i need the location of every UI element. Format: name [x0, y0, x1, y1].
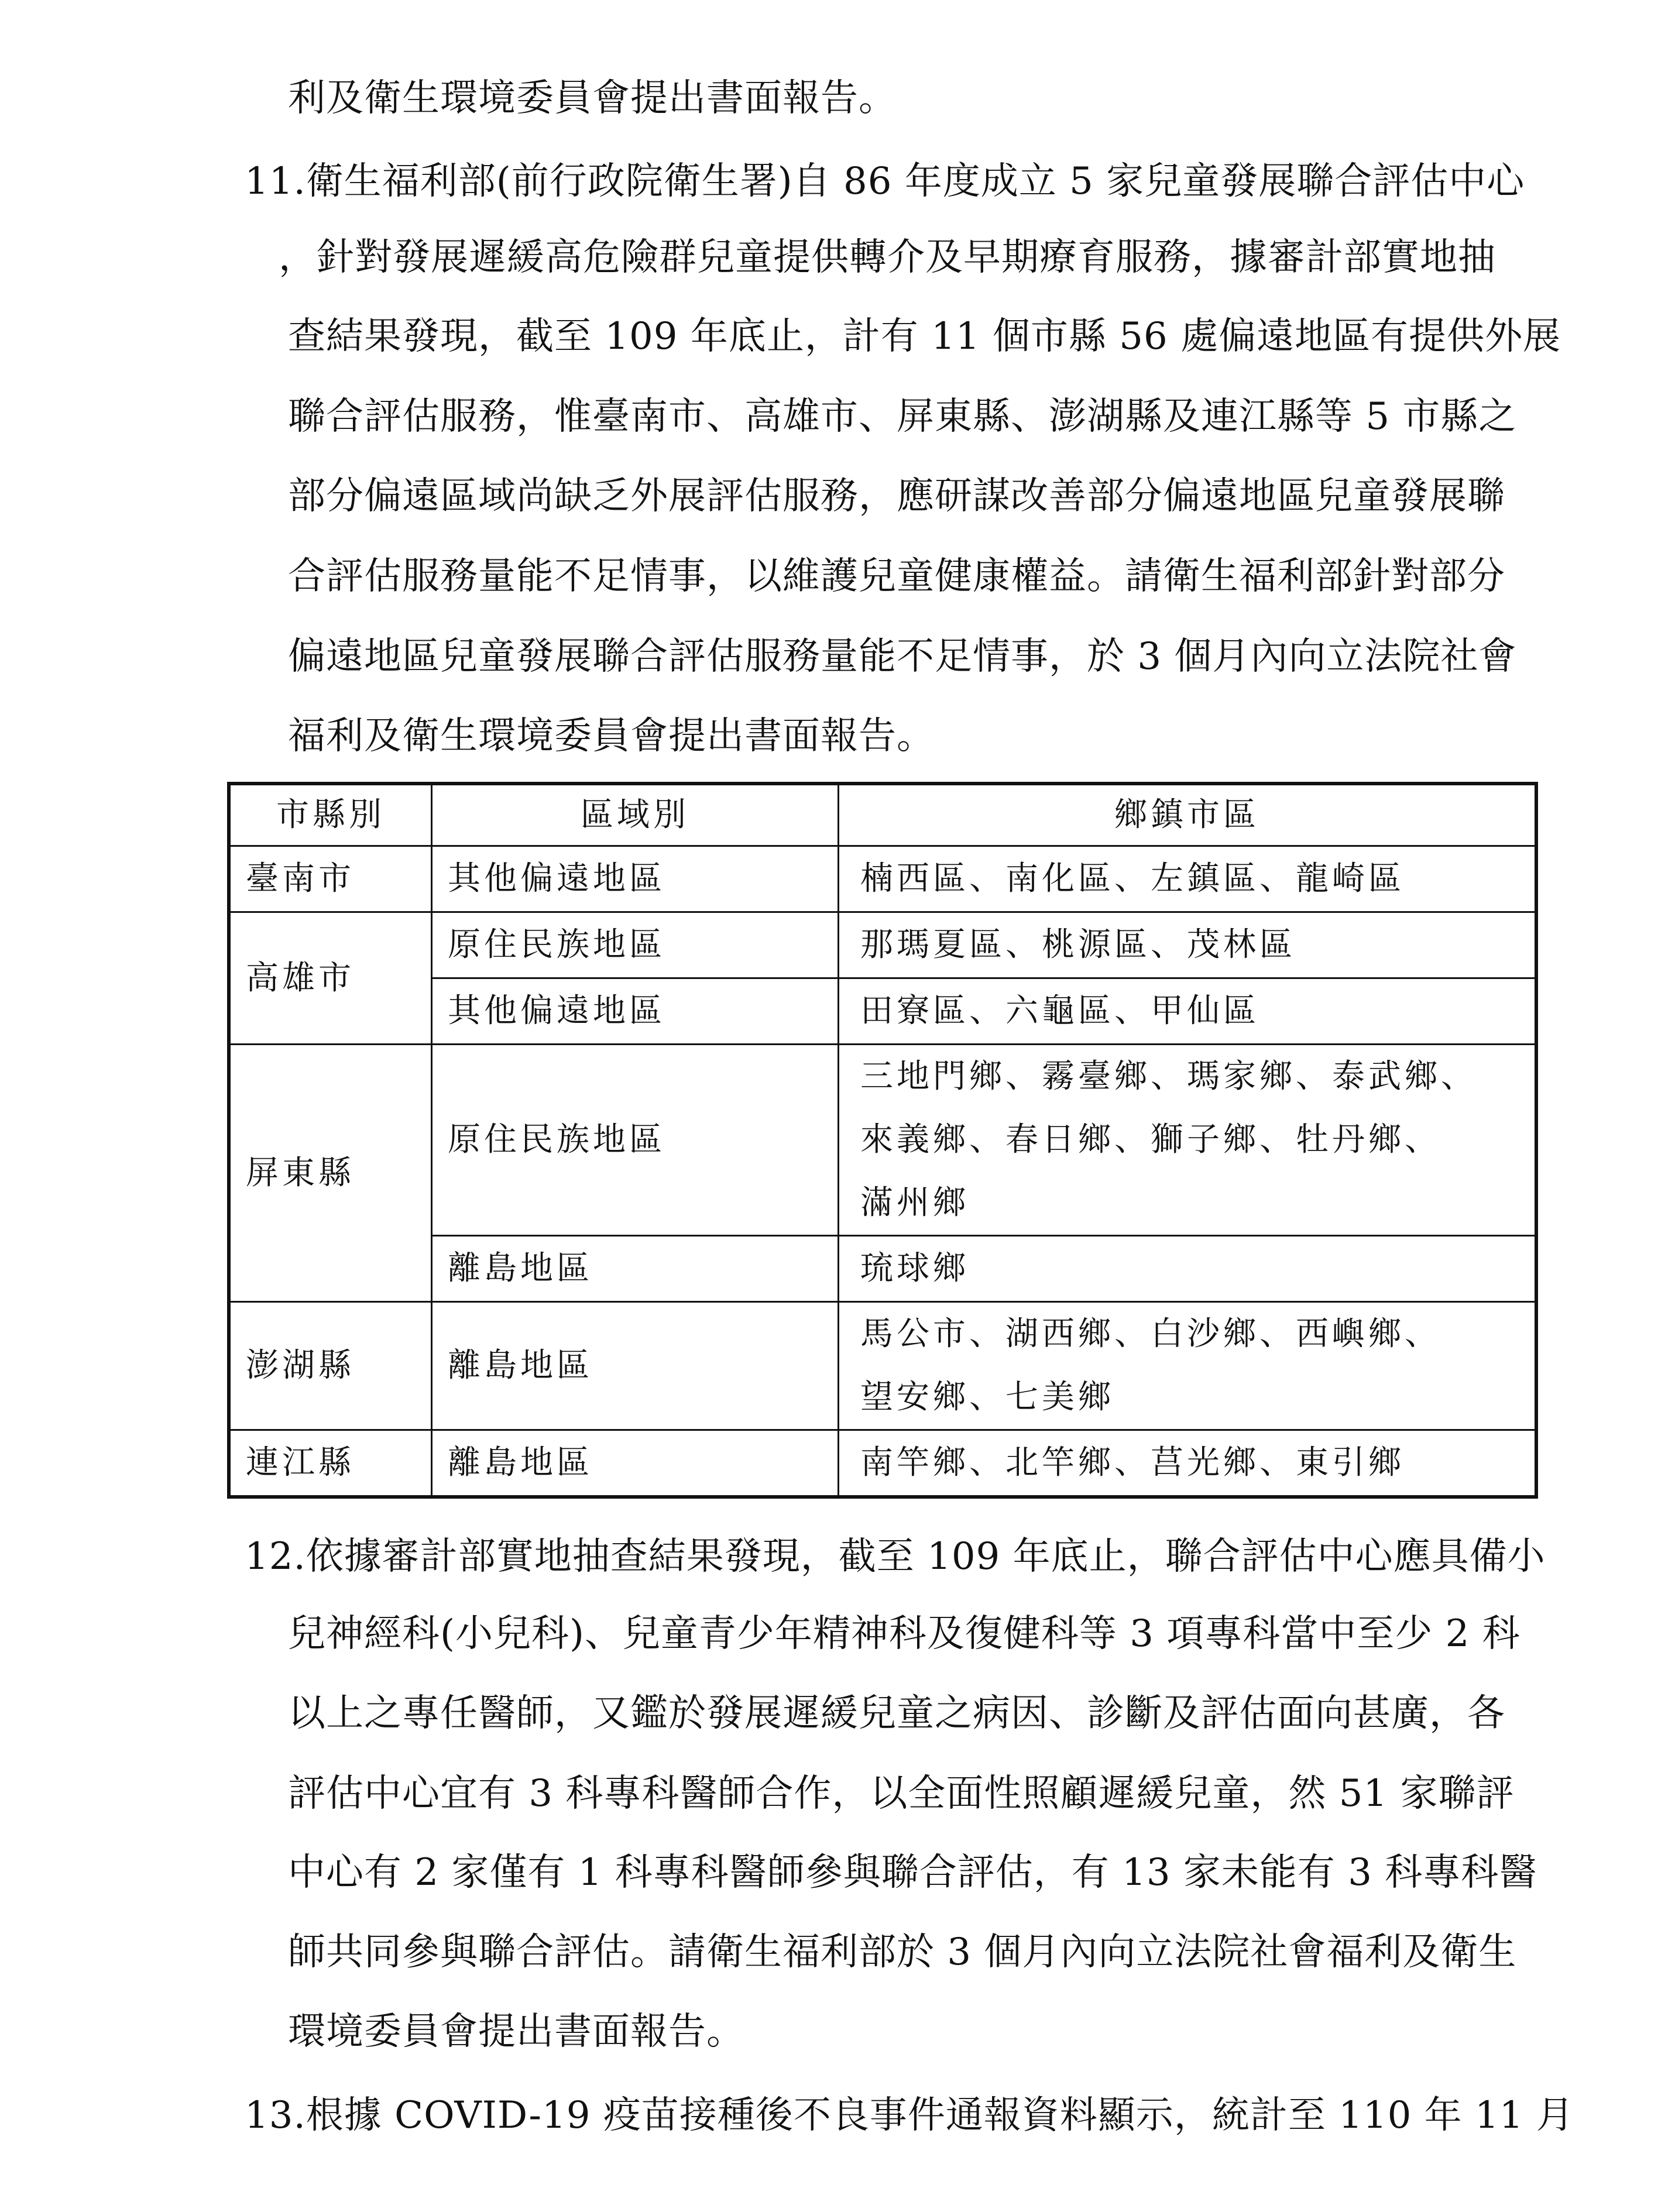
places-cell: 那瑪夏區、桃源區、茂林區 [839, 912, 1537, 978]
table-header-row [229, 784, 1536, 846]
text-line: 12.依據審計部實地抽查結果發現，截至 109 年底止，聯合評估中心應具備小 [245, 1535, 1546, 1578]
header-places: 鄉鎮市區 [839, 784, 1537, 846]
table-row [229, 912, 1536, 978]
text-line: 查結果發現，截至 109 年底止，計有 11 個市縣 56 處偏遠地區有提供外展 [288, 315, 1561, 358]
place-line: 來義鄉、春日鄉、獅子鄉、牡丹鄉、 [860, 1121, 1441, 1159]
text-line: 聯合評估服務，惟臺南市、高雄市、屏東縣、澎湖縣及連江縣等 5 市縣之 [288, 395, 1517, 438]
text-line: 合評估服務量能不足情事，以維護兒童健康權益。請衛生福利部針對部分 [288, 555, 1505, 598]
county-cell: 屏東縣 [229, 1045, 432, 1302]
text-line: 部分偏遠區域尚缺乏外展評估服務，應研謀改善部分偏遠地區兒童發展聯 [288, 475, 1505, 518]
text-line: ，針對發展遲緩高危險群兒童提供轉介及早期療育服務，據審計部實地抽 [279, 236, 1496, 279]
county-cell: 澎湖縣 [229, 1302, 432, 1430]
places-cell: 南竿鄉、北竿鄉、莒光鄉、東引鄉 [839, 1430, 1537, 1497]
text-line: 評估中心宜有 3 科專科醫師合作，以全面性照顧遲緩兒童，然 51 家聯評 [288, 1772, 1515, 1815]
area-cell: 其他偏遠地區 [432, 978, 839, 1045]
places-cell: 楠西區、南化區、左鎮區、龍崎區 [839, 846, 1537, 912]
place-line: 望安鄉、七美鄉 [860, 1378, 1114, 1416]
text-line: 13.根據 COVID-19 疫苗接種後不良事件通報資料顯示，統計至 110 年 11 月 [245, 2094, 1574, 2137]
place-line: 滿州鄉 [860, 1184, 969, 1222]
text-line: 福利及衛生環境委員會提出書面報告。 [288, 715, 935, 758]
area-cell: 其他偏遠地區 [432, 846, 839, 912]
table-row [229, 846, 1536, 912]
table-row [229, 1430, 1536, 1497]
text-line: 師共同參與聯合評估。請衛生福利部於 3 個月內向立法院社會福利及衛生 [288, 1931, 1517, 1974]
text-line: 環境委員會提出書面報告。 [288, 2010, 744, 2053]
table-row [229, 1302, 1536, 1430]
area-cell: 原住民族地區 [432, 912, 839, 978]
county-cell: 高雄市 [229, 912, 432, 1045]
text-line: 以上之專任醫師，又鑑於發展遲緩兒童之病因、診斷及評估面向甚廣，各 [288, 1692, 1505, 1735]
places-cell [839, 1302, 1537, 1430]
area-cell: 離島地區 [432, 1302, 839, 1430]
header-county: 市縣別 [229, 784, 432, 846]
place-line: 馬公市、湖西鄉、白沙鄉、西嶼鄉、 [860, 1315, 1441, 1353]
place-line: 三地門鄉、霧臺鄉、瑪家鄉、泰武鄉、 [860, 1057, 1477, 1095]
places-cell [839, 1045, 1537, 1236]
text-line: 兒神經科(小兒科)、兒童青少年精神科及復健科等 3 項專科當中至少 2 科 [288, 1612, 1520, 1655]
remote-area-table [227, 782, 1538, 1499]
county-cell: 臺南市 [229, 846, 432, 912]
places-cell: 琉球鄉 [839, 1236, 1537, 1302]
county-cell: 連江縣 [229, 1430, 432, 1497]
area-cell: 原住民族地區 [432, 1045, 839, 1236]
area-cell: 離島地區 [432, 1430, 839, 1497]
table-row [229, 1045, 1536, 1236]
area-cell: 離島地區 [432, 1236, 839, 1302]
text-line: 11.衛生福利部(前行政院衛生署)自 86 年度成立 5 家兒童發展聯合評估中心 [245, 160, 1525, 203]
text-line: 偏遠地區兒童發展聯合評估服務量能不足情事，於 3 個月內向立法院社會 [288, 635, 1517, 678]
header-area: 區域別 [432, 784, 839, 846]
text-line: 中心有 2 家僅有 1 科專科醫師參與聯合評估，有 13 家未能有 3 科專科醫 [288, 1851, 1537, 1894]
places-cell: 田寮區、六龜區、甲仙區 [839, 978, 1537, 1045]
text-line: 利及衛生環境委員會提出書面報告。 [288, 77, 897, 120]
